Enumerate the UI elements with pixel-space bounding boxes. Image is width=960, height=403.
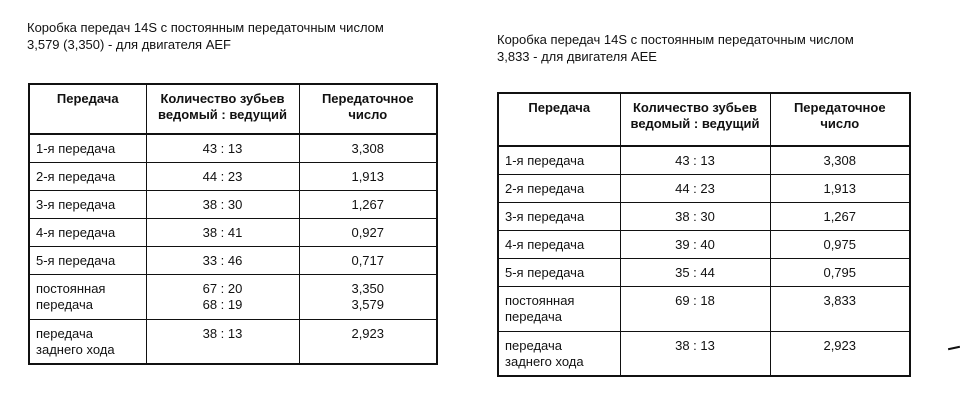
ratio-cell-text: 1,913 [351,168,385,184]
gear-cell [498,230,620,258]
teeth-cell [146,319,299,364]
left-caption-line-2: 3,579 (3,350) - для двигателя AEF [27,37,231,52]
gear-cell-text: 2-я передача [36,168,116,184]
table-row [498,286,910,331]
teeth-cell [620,146,770,174]
teeth-cell [146,190,299,218]
gear-cell-text: 1-я передача [36,141,116,156]
table-row [29,134,437,162]
ratio-cell-text: 2,923 [351,325,385,341]
right-table-body [498,146,910,376]
ratio-cell [299,274,437,319]
gear-cell-text: 3-я передача [505,208,585,224]
gear-cell-text: 4-я передача [36,224,116,240]
right-caption-line-2: 3,833 - для двигателя AEE [497,49,657,64]
teeth-cell [620,258,770,286]
teeth-cell-text: 38 : 30 [675,208,715,224]
ratio-cell [299,246,437,274]
ratio-cell-text: 0,927 [351,224,385,240]
teeth-cell-text: 38 : 30 [202,196,243,212]
teeth-cell [146,218,299,246]
ratio-cell-text: 0,717 [351,252,385,268]
gear-cell [498,174,620,202]
gear-cell-text: заднего хода [505,353,584,369]
gear-cell-text: постоянная [505,292,575,308]
table-row [29,319,437,364]
gear-cell [498,202,620,230]
table-row [29,246,437,274]
gear-cell-text: передача [505,337,562,353]
right-gearbox-section [497,31,915,369]
gear-cell-text: заднего хода [36,341,115,357]
teeth-cell-text: 69 : 18 [675,292,715,308]
gear-cell-text: 2-я передача [505,180,585,196]
gear-cell-text: 1-я передача [505,153,585,168]
teeth-cell-text: 38 : 41 [202,224,243,240]
ratio-cell-text: 3,308 [823,153,857,168]
right-caption-line-1: Коробка передач 14S с постоянным передаточным числом [497,32,854,47]
gear-cell-text: 3-я передача [36,196,116,212]
table-row [29,274,437,319]
ratio-cell-text: 3,350 [351,280,385,296]
ratio-cell [770,230,910,258]
ratio-cell [770,331,910,376]
header-teeth: Количество зубьев ведомый : ведущий [620,93,770,146]
ratio-cell [770,174,910,202]
teeth-cell-text: 38 : 13 [675,337,715,353]
teeth-cell-text: 68 : 19 [202,296,243,312]
ratio-cell-text: 0,795 [823,264,857,280]
header-gear: Передача [29,84,146,134]
gear-cell-text: 5-я передача [505,264,585,280]
ratio-cell-text: 1,913 [823,180,857,196]
teeth-cell [620,331,770,376]
ratio-cell [299,134,437,162]
gear-cell [498,146,620,174]
left-caption-line-1: Коробка передач 14S с постоянным передаточным числом [27,20,384,35]
header-ratio: Передаточное число [770,93,910,146]
table-row [498,258,910,286]
teeth-cell [146,134,299,162]
gear-cell-text: передача [36,325,93,341]
ratio-cell-text: 1,267 [351,196,385,212]
ratio-cell-text: 1,267 [823,208,857,224]
ratio-cell-text: 3,308 [351,141,385,156]
header-teeth: Количество зубьев ведомый : ведущий [146,84,299,134]
ratio-cell-text: 3,833 [823,292,857,308]
table-header-row [498,93,910,146]
ratio-cell-text: 0,975 [823,236,857,252]
teeth-cell-text: 44 : 23 [675,180,715,196]
gear-cell [29,134,146,162]
gear-cell-text: передача [505,308,562,324]
gear-cell [29,162,146,190]
teeth-cell [620,202,770,230]
gear-cell-text: 4-я передача [505,236,585,252]
table-row [498,331,910,376]
teeth-cell-text: 44 : 23 [202,168,243,184]
teeth-cell [146,274,299,319]
teeth-cell-text: 67 : 20 [202,280,243,296]
table-row [29,218,437,246]
ratio-cell-text: 3,579 [351,296,385,312]
header-ratio: Передаточное число [299,84,437,134]
gear-cell [29,218,146,246]
scan-edge-mark [948,346,960,350]
teeth-cell [620,286,770,331]
header-gear: Передача [498,93,620,146]
left-table-body [29,134,437,364]
gear-cell [29,319,146,364]
teeth-cell-text: 43 : 13 [675,153,715,168]
teeth-cell-text: 39 : 40 [675,236,715,252]
table-row [498,230,910,258]
gear-cell-text: передача [36,296,93,312]
teeth-cell-text: 33 : 46 [202,252,243,268]
ratio-cell [299,190,437,218]
gear-cell-text: 5-я передача [36,252,116,268]
gear-cell [498,286,620,331]
teeth-cell [146,246,299,274]
gear-cell [498,331,620,376]
teeth-cell-text: 35 : 44 [675,264,715,280]
ratio-cell [770,258,910,286]
ratio-cell-text: 2,923 [823,337,857,353]
gear-cell [29,246,146,274]
ratio-cell [770,286,910,331]
left-caption [27,19,442,53]
table-row [498,174,910,202]
ratio-cell [770,202,910,230]
ratio-cell [770,146,910,174]
table-row [29,162,437,190]
ratio-cell [299,218,437,246]
table-row [498,146,910,174]
table-header-row [29,84,437,134]
teeth-cell-text: 43 : 13 [202,141,243,156]
teeth-cell [620,174,770,202]
right-caption [497,31,915,65]
teeth-cell [146,162,299,190]
teeth-cell [620,230,770,258]
gear-cell [29,190,146,218]
table-row [498,202,910,230]
left-gear-table [28,83,438,365]
left-gearbox-section [27,19,442,357]
teeth-cell-text: 38 : 13 [202,325,243,341]
gear-cell [29,274,146,319]
gear-cell [498,258,620,286]
ratio-cell [299,319,437,364]
table-row [29,190,437,218]
ratio-cell [299,162,437,190]
right-gear-table [497,92,911,377]
gear-cell-text: постоянная [36,280,106,296]
